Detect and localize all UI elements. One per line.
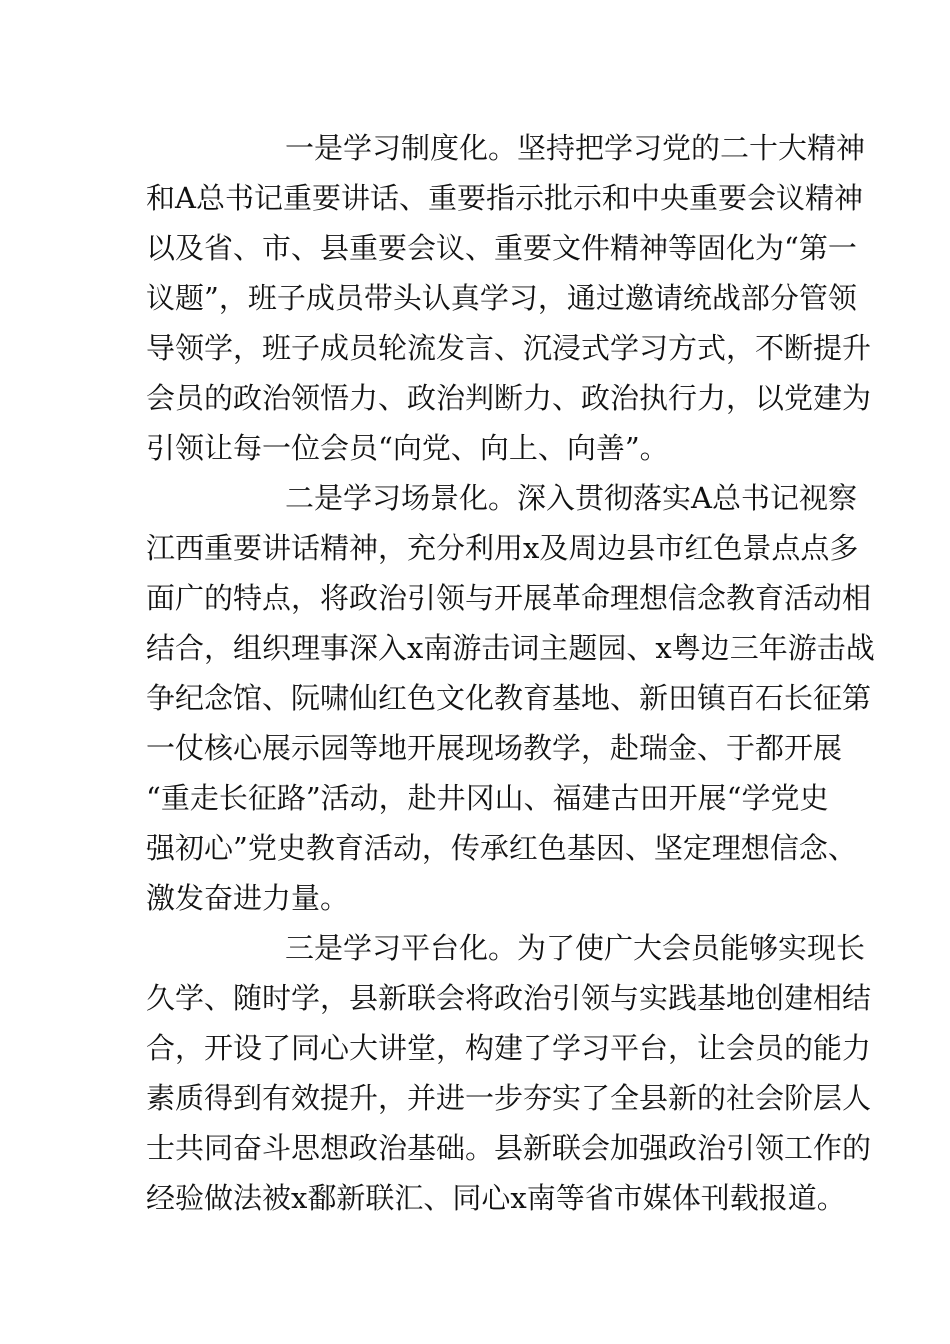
paragraph-2 <box>146 473 875 923</box>
paragraph-line: 以及省、市、县重要会议、重要文件精神等固化为“第一 <box>146 231 857 265</box>
paragraph-line: 久学、随时学，县新联会将政治引领与实践基地创建相结 <box>146 981 872 1015</box>
paragraph-line: 引领让每一位会员“向党、向上、向善”。 <box>146 431 669 465</box>
paragraph-line: 三是学习平台化。为了使广大会员能够实现长 <box>285 931 866 965</box>
paragraph-line: 结合，组织理事深入x南游击词主题园、x粤边三年游击战 <box>146 631 875 665</box>
paragraph-line: 导领学，班子成员轮流发言、沉浸式学习方式，不断提升 <box>146 331 872 365</box>
paragraph-line: 强初心”党史教育活动，传承红色基因、坚定理想信念、 <box>146 831 857 865</box>
paragraph-line: 会员的政治领悟力、政治判断力、政治执行力，以党建为 <box>146 381 872 415</box>
paragraph-line: 士共同奋斗思想政治基础。县新联会加强政治引领工作的 <box>146 1131 872 1165</box>
paragraph-line: 面广的特点，将政治引领与开展革命理想信念教育活动相 <box>146 581 872 615</box>
paragraph-line: 一是学习制度化。坚持把学习党的二十大精神 <box>285 131 866 165</box>
paragraph-line: 激发奋进力量。 <box>146 881 350 915</box>
paragraph-line: 议题”，班子成员带头认真学习，通过邀请统战部分管领 <box>146 281 857 315</box>
paragraph-line: 素质得到有效提升，并进一步夯实了全县新的社会阶层人 <box>146 1081 872 1115</box>
document-body <box>146 123 875 1223</box>
paragraph-line: 江西重要讲话精神，充分利用x及周边县市红色景点点多 <box>146 531 859 565</box>
paragraph-line: 经验做法被x鄱新联汇、同心x南等省市媒体刊载报道。 <box>146 1181 846 1215</box>
paragraph-line: 争纪念馆、阮啸仙红色文化教育基地、新田镇百石长征第 <box>146 681 872 715</box>
paragraph-1 <box>146 123 872 473</box>
paragraph-line: “重走长征路”活动，赴井冈山、福建古田开展“学党史 <box>146 781 829 815</box>
paragraph-3 <box>146 923 872 1223</box>
paragraph-line: 合，开设了同心大讲堂，构建了学习平台，让会员的能力 <box>146 1031 872 1065</box>
paragraph-line: 和A总书记重要讲话、重要指示批示和中央重要会议精神 <box>146 181 863 215</box>
paragraph-line: 二是学习场景化。深入贯彻落实A总书记视察 <box>285 481 857 515</box>
paragraph-line: 一仗核心展示园等地开展现场教学，赴瑞金、于都开展 <box>146 731 843 765</box>
